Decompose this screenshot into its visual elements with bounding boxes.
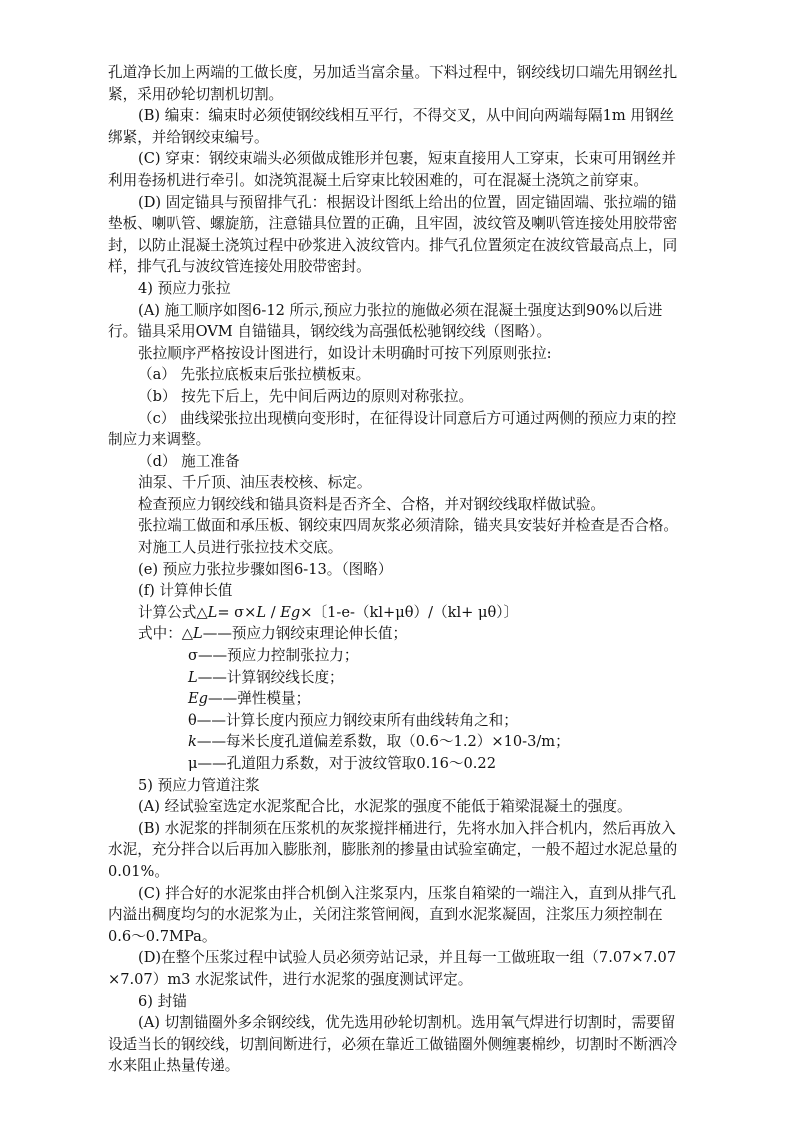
- text-line: (f) 计算伸长值: [138, 582, 233, 600]
- document-body: [108, 62, 698, 1077]
- text-line: （b） 按先下后上，先中间后两边的原则对称张拉。: [138, 387, 474, 405]
- text-line: 设适当长的钢绞线，切割间断进行，必须在靠近工做锚圈外侧缠裹棉纱，切割时不断洒冷: [108, 1035, 678, 1053]
- text-line: 内溢出稠度均匀的水泥浆为止，关闭注浆管闸阀，直到水泥浆凝固，注浆压力须控制在: [108, 906, 663, 924]
- formula-line: 计算公式△L= σ×L / Eg×〔1-e-（kl+μθ）/（kl+ μθ）〕: [138, 603, 519, 621]
- text-line: (A) 经试验室选定水泥浆配合比，水泥浆的强度不能低于箱梁混凝土的强度。: [138, 798, 632, 816]
- text-line: 样，排气孔与波纹管连接处用胶带密封。: [108, 258, 371, 276]
- text-line: (B) 水泥浆的拌制须在压浆机的灰浆搅拌桶进行，先将水加入拌合机内，然后再放入: [138, 819, 676, 837]
- text-line: 紧，采用砂轮切割机切割。: [108, 85, 284, 103]
- text-line: 检查预应力钢绞线和锚具资料是否齐全、合格，并对钢绞线取样做试验。: [138, 495, 606, 513]
- text-line: 行。锚具采用OVM 自锚锚具，钢绞线为高强低松驰钢绞线（图略）。: [108, 323, 552, 341]
- text-line: 对施工人员进行张拉技术交底。: [138, 539, 343, 557]
- text-line: (e) 预应力张拉步骤如图6-13。（图略）: [138, 560, 393, 578]
- definition-line: σ——预应力控制张拉力；: [188, 647, 359, 665]
- text-line: 制应力来调整。: [108, 431, 211, 449]
- text-line: (C) 拌合好的水泥浆由拌合机倒入注浆泵内，压浆自箱梁的一端注入，直到从排气孔: [138, 884, 676, 902]
- text-line: (B) 编束：编束时必须使钢绞线相互平行，不得交叉，从中间向两端每隔1m 用钢丝: [138, 107, 675, 125]
- text-line: ×7.07）m3 水泥浆试件，进行水泥浆的强度测试评定。: [108, 970, 473, 988]
- text-line: 水泥，充分拌合以后再加入膨胀剂，膨胀剂的掺量由试验室确定，一般不超过水泥总量的: [108, 841, 678, 859]
- text-line: 0.01%。: [108, 862, 169, 880]
- text-line: (A) 施工顺序如图6-12 所示,预应力张拉的施做必须在混凝土强度达到90%以后进: [138, 301, 663, 319]
- text-line: 油泵、千斤顶、油压表校核、标定。: [138, 474, 372, 492]
- definition-line: θ——计算长度内预应力钢绞束所有曲线转角之和；: [188, 711, 518, 729]
- definition-header: 式中：△L——预应力钢绞束理论伸长值；: [138, 625, 408, 643]
- definition-line: L——计算钢绞线长度；: [188, 668, 344, 686]
- text-line: 0.6～0.7MPa。: [108, 927, 217, 945]
- text-line: 绑紧，并给钢绞束编号。: [108, 128, 269, 146]
- definition-line: μ——孔道阻力系数，对于波纹管取0.16～0.22: [188, 755, 496, 772]
- text-line: 张拉端工做面和承压板、钢绞束四周灰浆必须清除，锚夹具安装好并检查是否合格。: [138, 517, 678, 535]
- text-line: (D)在整个压浆过程中试验人员必须旁站记录，并且每一工做班取一组（7.07×7.07: [138, 949, 677, 967]
- section-heading: 4) 预应力张拉: [138, 279, 231, 297]
- text-line: 水来阻止热量传递。: [108, 1057, 240, 1075]
- definition-line: Eg——弹性模量；: [188, 690, 311, 708]
- section-heading: 6) 封锚: [138, 992, 187, 1010]
- text-line: 张拉顺序严格按设计图进行，如设计未明确时可按下列原则张拉:: [138, 344, 552, 362]
- text-line: 封，以防止混凝土浇筑过程中砂浆进入波纹管内。排气孔位置须定在波纹管最高点上，同: [108, 236, 678, 254]
- text-line: 孔道净长加上两端的工做长度，另加适当富余量。下料过程中，钢绞线切口端先用钢丝扎: [108, 64, 678, 81]
- text-line: (A) 切割锚圈外多余钢绞线，优先选用砂轮切割机。选用氧气焊进行切割时，需要留: [138, 1014, 676, 1032]
- text-line: 利用卷扬机进行牵引。如浇筑混凝土后穿束比较困难的，可在混凝土浇筑之前穿束。: [108, 171, 648, 189]
- text-line: （d） 施工准备: [138, 452, 240, 470]
- section-heading: 5) 预应力管道注浆: [138, 776, 260, 794]
- definition-line: k——每米长度孔道偏差系数，取（0.6～1.2）×10-3/m；: [188, 733, 570, 751]
- text-line: （c） 曲线梁张拉出现横向变形时，在征得设计同意后方可通过两侧的预应力束的控: [138, 409, 677, 427]
- text-line: (D) 固定锚具与预留排气孔：根据设计图纸上给出的位置，固定锚固端、张拉端的锚: [138, 193, 677, 211]
- text-line: (C) 穿束：钢绞束端头必须做成锥形并包裹，短束直接用人工穿束，长束可用钢丝并: [138, 150, 676, 168]
- text-line: （a） 先张拉底板束后张拉横板束。: [138, 366, 371, 384]
- text-line: 垫板、喇叭管、螺旋筋，注意锚具位置的正确，且牢固，波纹管及喇叭管连接处用胶带密: [108, 215, 678, 233]
